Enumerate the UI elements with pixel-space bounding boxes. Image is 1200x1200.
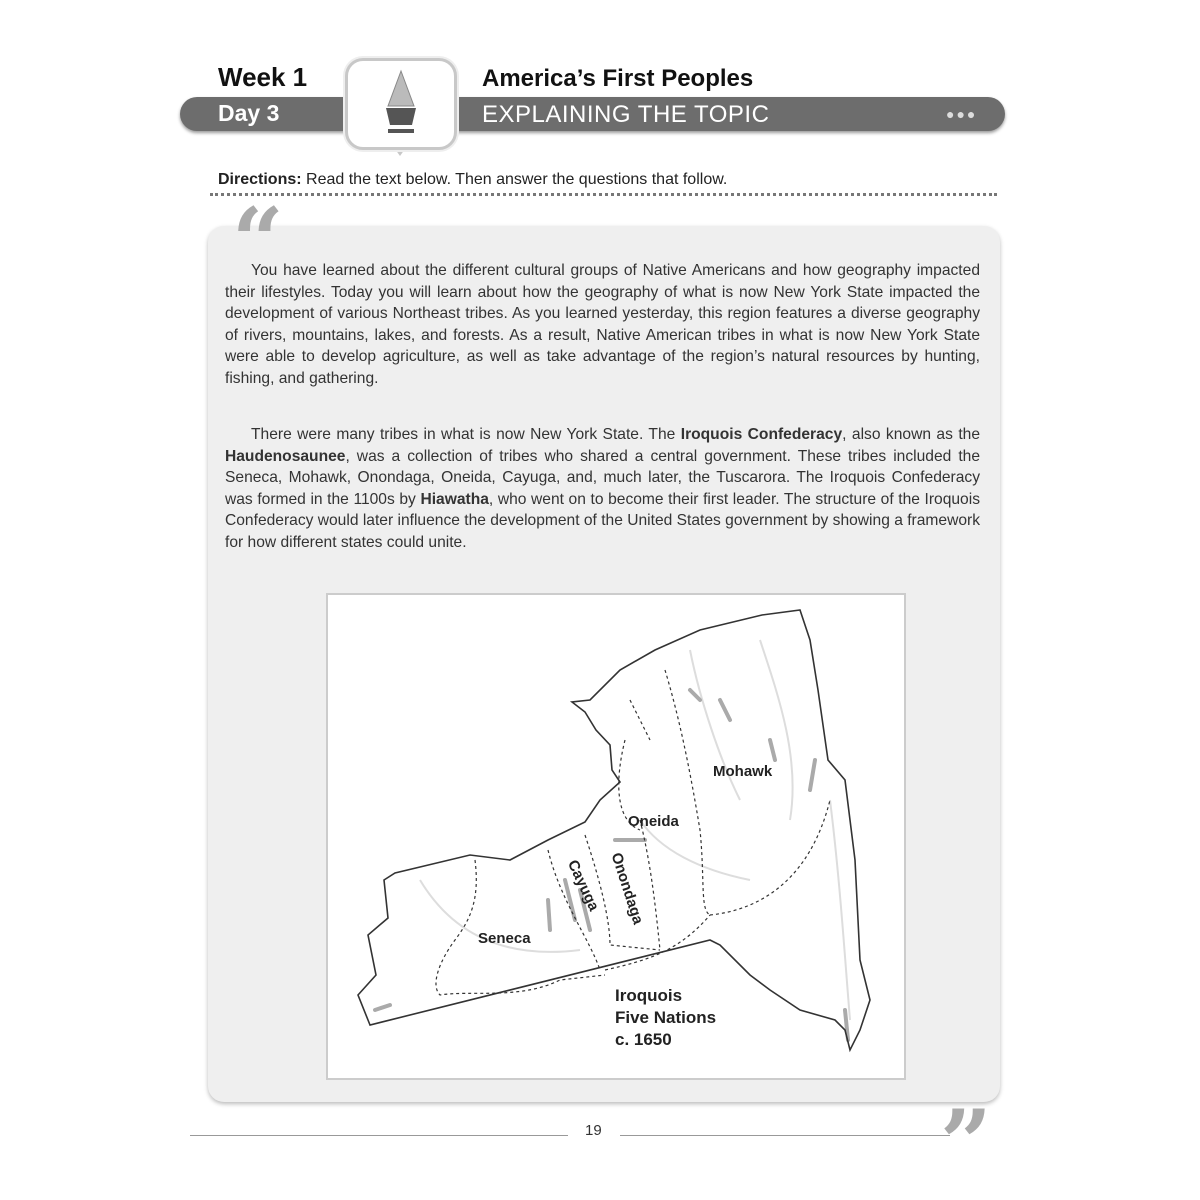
- label-cayuga: Cayuga: [563, 857, 603, 914]
- text: , also known as the: [842, 426, 981, 443]
- page-number: 19: [585, 1122, 602, 1139]
- footer-rule-right: [620, 1135, 950, 1136]
- footer-rule-left: [190, 1135, 568, 1136]
- state-outline: [358, 610, 870, 1050]
- paragraph-1: You have learned about the different cultural groups of Native Americans and how geography impacted their lifestyles. Today you will learn about how the geography of what is now New York State impacted the development of various Northeast tribes. As you learned yesterday, this region features a diverse geography of rivers, mountains, lakes, and forests. As a result, Native American tribes in what is now New York State were able to develop agriculture, as well as take advantage of the region’s natural resources by hunting, fishing, and gathering.: [225, 262, 980, 387]
- term-hiawatha: Hiawatha: [420, 490, 489, 508]
- dotted-divider: [210, 193, 997, 196]
- label-onondaga: Onondaga: [607, 850, 647, 927]
- label-oneida: Oneida: [628, 813, 679, 830]
- open-quote-icon: “: [232, 188, 284, 294]
- term-iroquois-confederacy: Iroquois Confederacy: [680, 426, 843, 443]
- directions-text: Read the text below. Then answer the questions that follow.: [301, 171, 728, 188]
- text: , who went on to become their first leader. The structure of the Iroquois Confederacy would later influence the development of the United States government by showing a framework for how different states could unite.: [225, 490, 980, 551]
- week-label: Week 1: [218, 62, 308, 92]
- close-quote-icon: ”: [940, 1090, 992, 1196]
- map-caption: [615, 985, 716, 1051]
- text: There were many tribes in what is now New York State. The: [251, 426, 681, 443]
- directions: [218, 171, 727, 189]
- label-seneca: Seneca: [478, 930, 531, 947]
- pen-nib-icon: [345, 58, 457, 150]
- caption-line: Five Nations: [615, 1008, 717, 1027]
- caption-line: c. 1650: [615, 1030, 672, 1049]
- caption-line: Iroquois: [615, 986, 683, 1005]
- text: , was a collection of tribes who shared a central government. These tribes included the Seneca, Mohawk, Onondaga, Oneida, Cayuga, and, much later, the Tuscarora. The Iroquois Confederacy was formed in the 1100s by: [225, 447, 980, 508]
- paragraph-2: [225, 424, 980, 553]
- day-label: Day 3: [218, 100, 280, 126]
- page-title: America’s First Peoples: [482, 65, 754, 92]
- dots-decoration: ●●●: [946, 106, 978, 122]
- section-subtitle: EXPLAINING THE TOPIC: [482, 101, 770, 128]
- directions-label: Directions:: [218, 171, 302, 188]
- label-mohawk: Mohawk: [713, 763, 773, 780]
- term-haudenosaunee: Haudenosaunee: [225, 447, 346, 465]
